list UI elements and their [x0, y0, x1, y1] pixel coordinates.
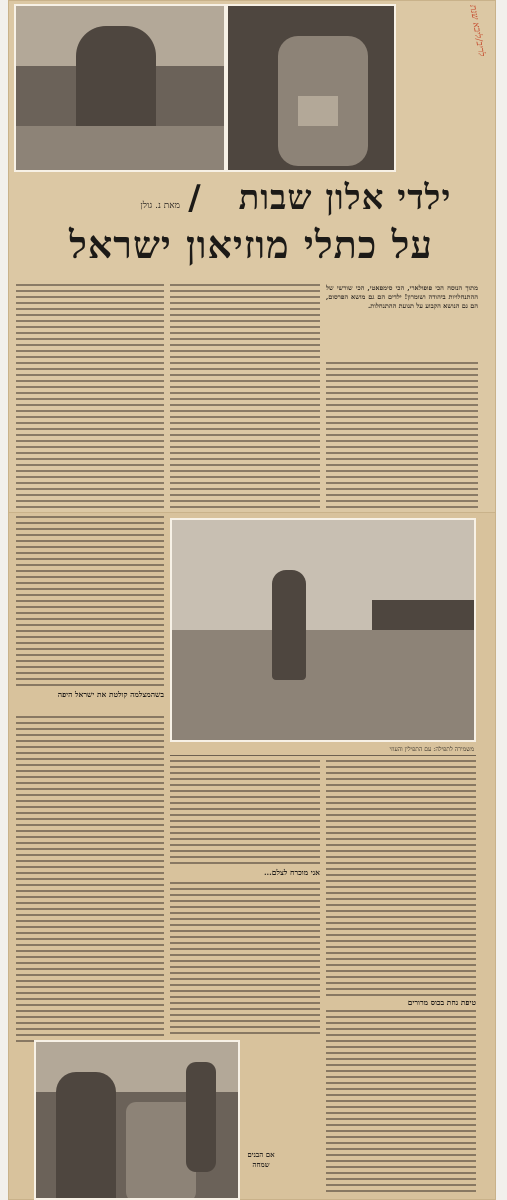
text-column-upper-middle [170, 284, 320, 508]
photo-children-bottom [34, 1040, 240, 1200]
bottom-vertical-caption: אם הבנים שמחה [247, 1150, 275, 1169]
subheading-nachat: טיפת נחת בכוס מרורים [407, 998, 476, 1007]
headline-line2: על כתלי מוזיאון ישראל [69, 222, 433, 267]
byline: מאת נ. גולן [140, 201, 180, 211]
lead-paragraph: מתוך הנוסח הכי פופולארי, הכי סימפאטי, הכי שורשי של ההתנחלויות ביהודה ושומרון! ילדים הם גם מושא הפרסום, הם גם הנושא הקבוע על תנועת ההתנחלות. [326, 284, 478, 310]
text-column-left-lower [16, 716, 164, 1046]
subheading-israel: בשהמצלמה קולטת את ישראל היפה [57, 690, 164, 699]
caption-rule [170, 755, 476, 756]
photo-boys [226, 4, 396, 172]
headline-slash: / [188, 178, 202, 218]
text-column-lower-middle-a [170, 760, 320, 866]
handwritten-note: לריב/ליבא שנת [467, 4, 487, 58]
subheading-photo: אני מוכרח לצלם... [263, 868, 320, 877]
text-column-left-mid [16, 516, 164, 686]
text-column-lower-right-2 [326, 1010, 476, 1196]
headline-line1: ילדי אלון שבות [238, 178, 452, 218]
photo-patrol [170, 518, 476, 742]
photo-caption-middle: משמירה לתפילה: עם התפילין והעוזי [389, 746, 474, 753]
text-column-lower-middle-b [170, 882, 320, 1036]
text-column-upper-right [326, 362, 478, 508]
text-column-upper-left [16, 284, 164, 508]
text-column-lower-right [326, 760, 476, 996]
photo-girls [14, 4, 226, 172]
